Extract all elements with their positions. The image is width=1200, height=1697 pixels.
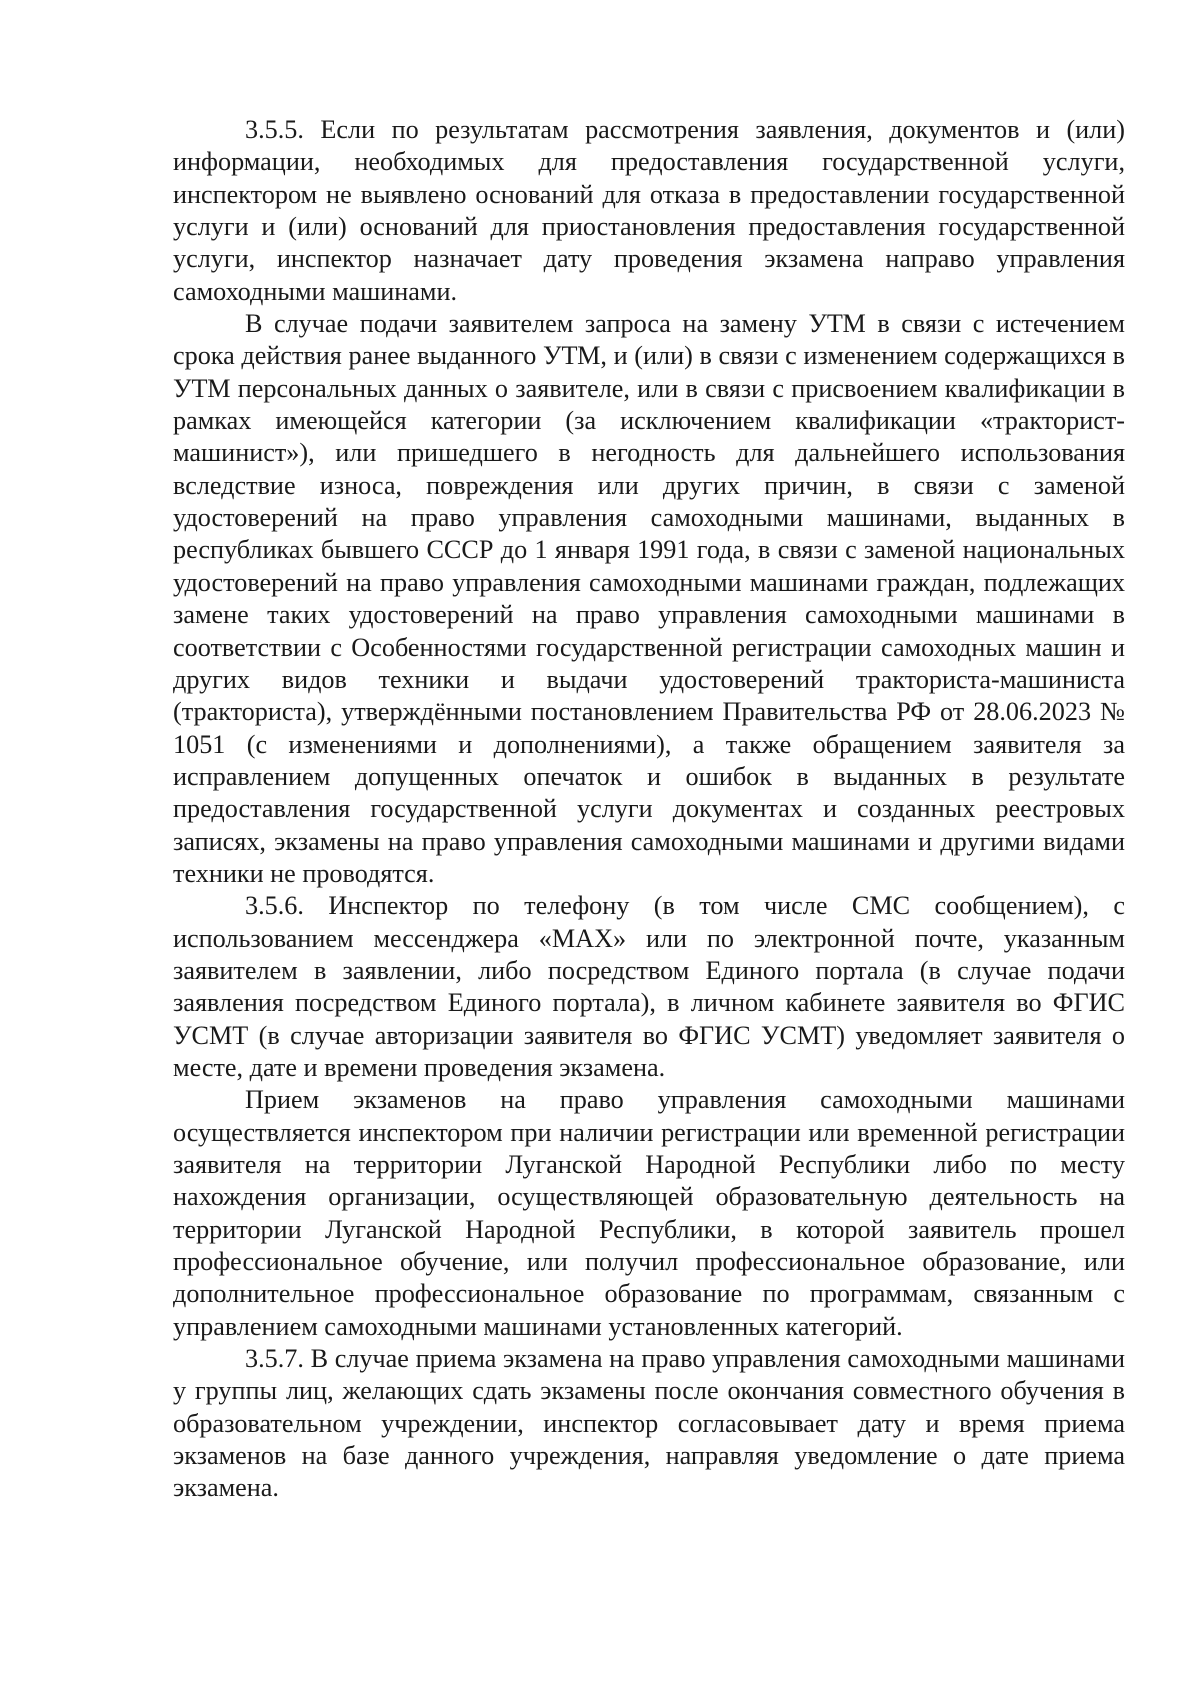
paragraph-exam-acceptance: Прием экзаменов на право управления самоходными машинами осуществляется инспектором при наличии регистрации или временной регистрации заявителя на территории Луганской Народной Республики либо по месту нахождения организации, осуществляющей образовательную деятельность на территории Луганской Народной Республики, в которой заявитель прошел профессиональное обучение, или получил профессиональное образование, или дополнительное профессиональное образование по программам, связанным с управлением самоходными машинами установленных категорий. [173,1085,1125,1341]
document-body [173,114,1125,1505]
paragraph-3-5-5: 3.5.5. Если по результатам рассмотрения заявления, документов и (или) информации, необходимых для предоставления государственной услуги, инспектором не выявлено оснований для отказа в предоставлении государственной услуги и (или) оснований для приостановления предоставления государственной услуги, инспектор назначает дату проведения экзамена направо управления самоходными машинами. [173,115,1125,306]
paragraph-utm-replacement: В случае подачи заявителем запроса на замену УТМ в связи с истечением срока действия ранее выданного УТМ, и (или) в связи с изменением содержащихся в УТМ персональных данных о заявителе, или в связи с присвоением квалификации в рамках имеющейся категории (за исключением квалификации «тракторист-машинист»), или пришедшего в негодность для дальнейшего использования вследствие износа, повреждения или других причин, в связи с заменой удостоверений на право управления самоходными машинами, выданных в республиках бывшего СССР до 1 января 1991 года, в связи с заменой национальных удостоверений на право управления самоходными машинами граждан, подлежащих замене таких удостоверений на право управления самоходными машинами в соответствии с Особенностями государственной регистрации самоходных машин и других видов техники и выдачи удостоверений тракториста-машиниста (тракториста), утверждёнными постановлением Правительства РФ от 28.06.2023 № 1051 (с изменениями и дополнениями), а также обращением заявителя за исправлением допущенных опечаток и ошибок в выданных в результате предоставления государственной услуги документах и созданных реестровых записях, экзамены на право управления самоходными машинами и другими видами техники не проводятся. [173,309,1125,888]
paragraph-3-5-6: 3.5.6. Инспектор по телефону (в том числе СМС сообщением), с использованием мессенджера «MAX» или по электронной почте, указанным заявителем в заявлении, либо посредством Единого портала (в случае подачи заявления посредством Единого портала), в личном кабинете заявителя во ФГИС УСМТ (в случае авторизации заявителя во ФГИС УСМТ) уведомляет заявителя о месте, дате и времени проведения экзамена. [173,891,1125,1082]
paragraph-3-5-7: 3.5.7. В случае приема экзамена на право управления самоходными машинами у группы лиц, желающих сдать экзамены после окончания совместного обучения в образовательном учреждении, инспектор согласовывает дату и время приема экзаменов на базе данного учреждения, направляя уведомление о дате приема экзамена. [173,1344,1125,1503]
